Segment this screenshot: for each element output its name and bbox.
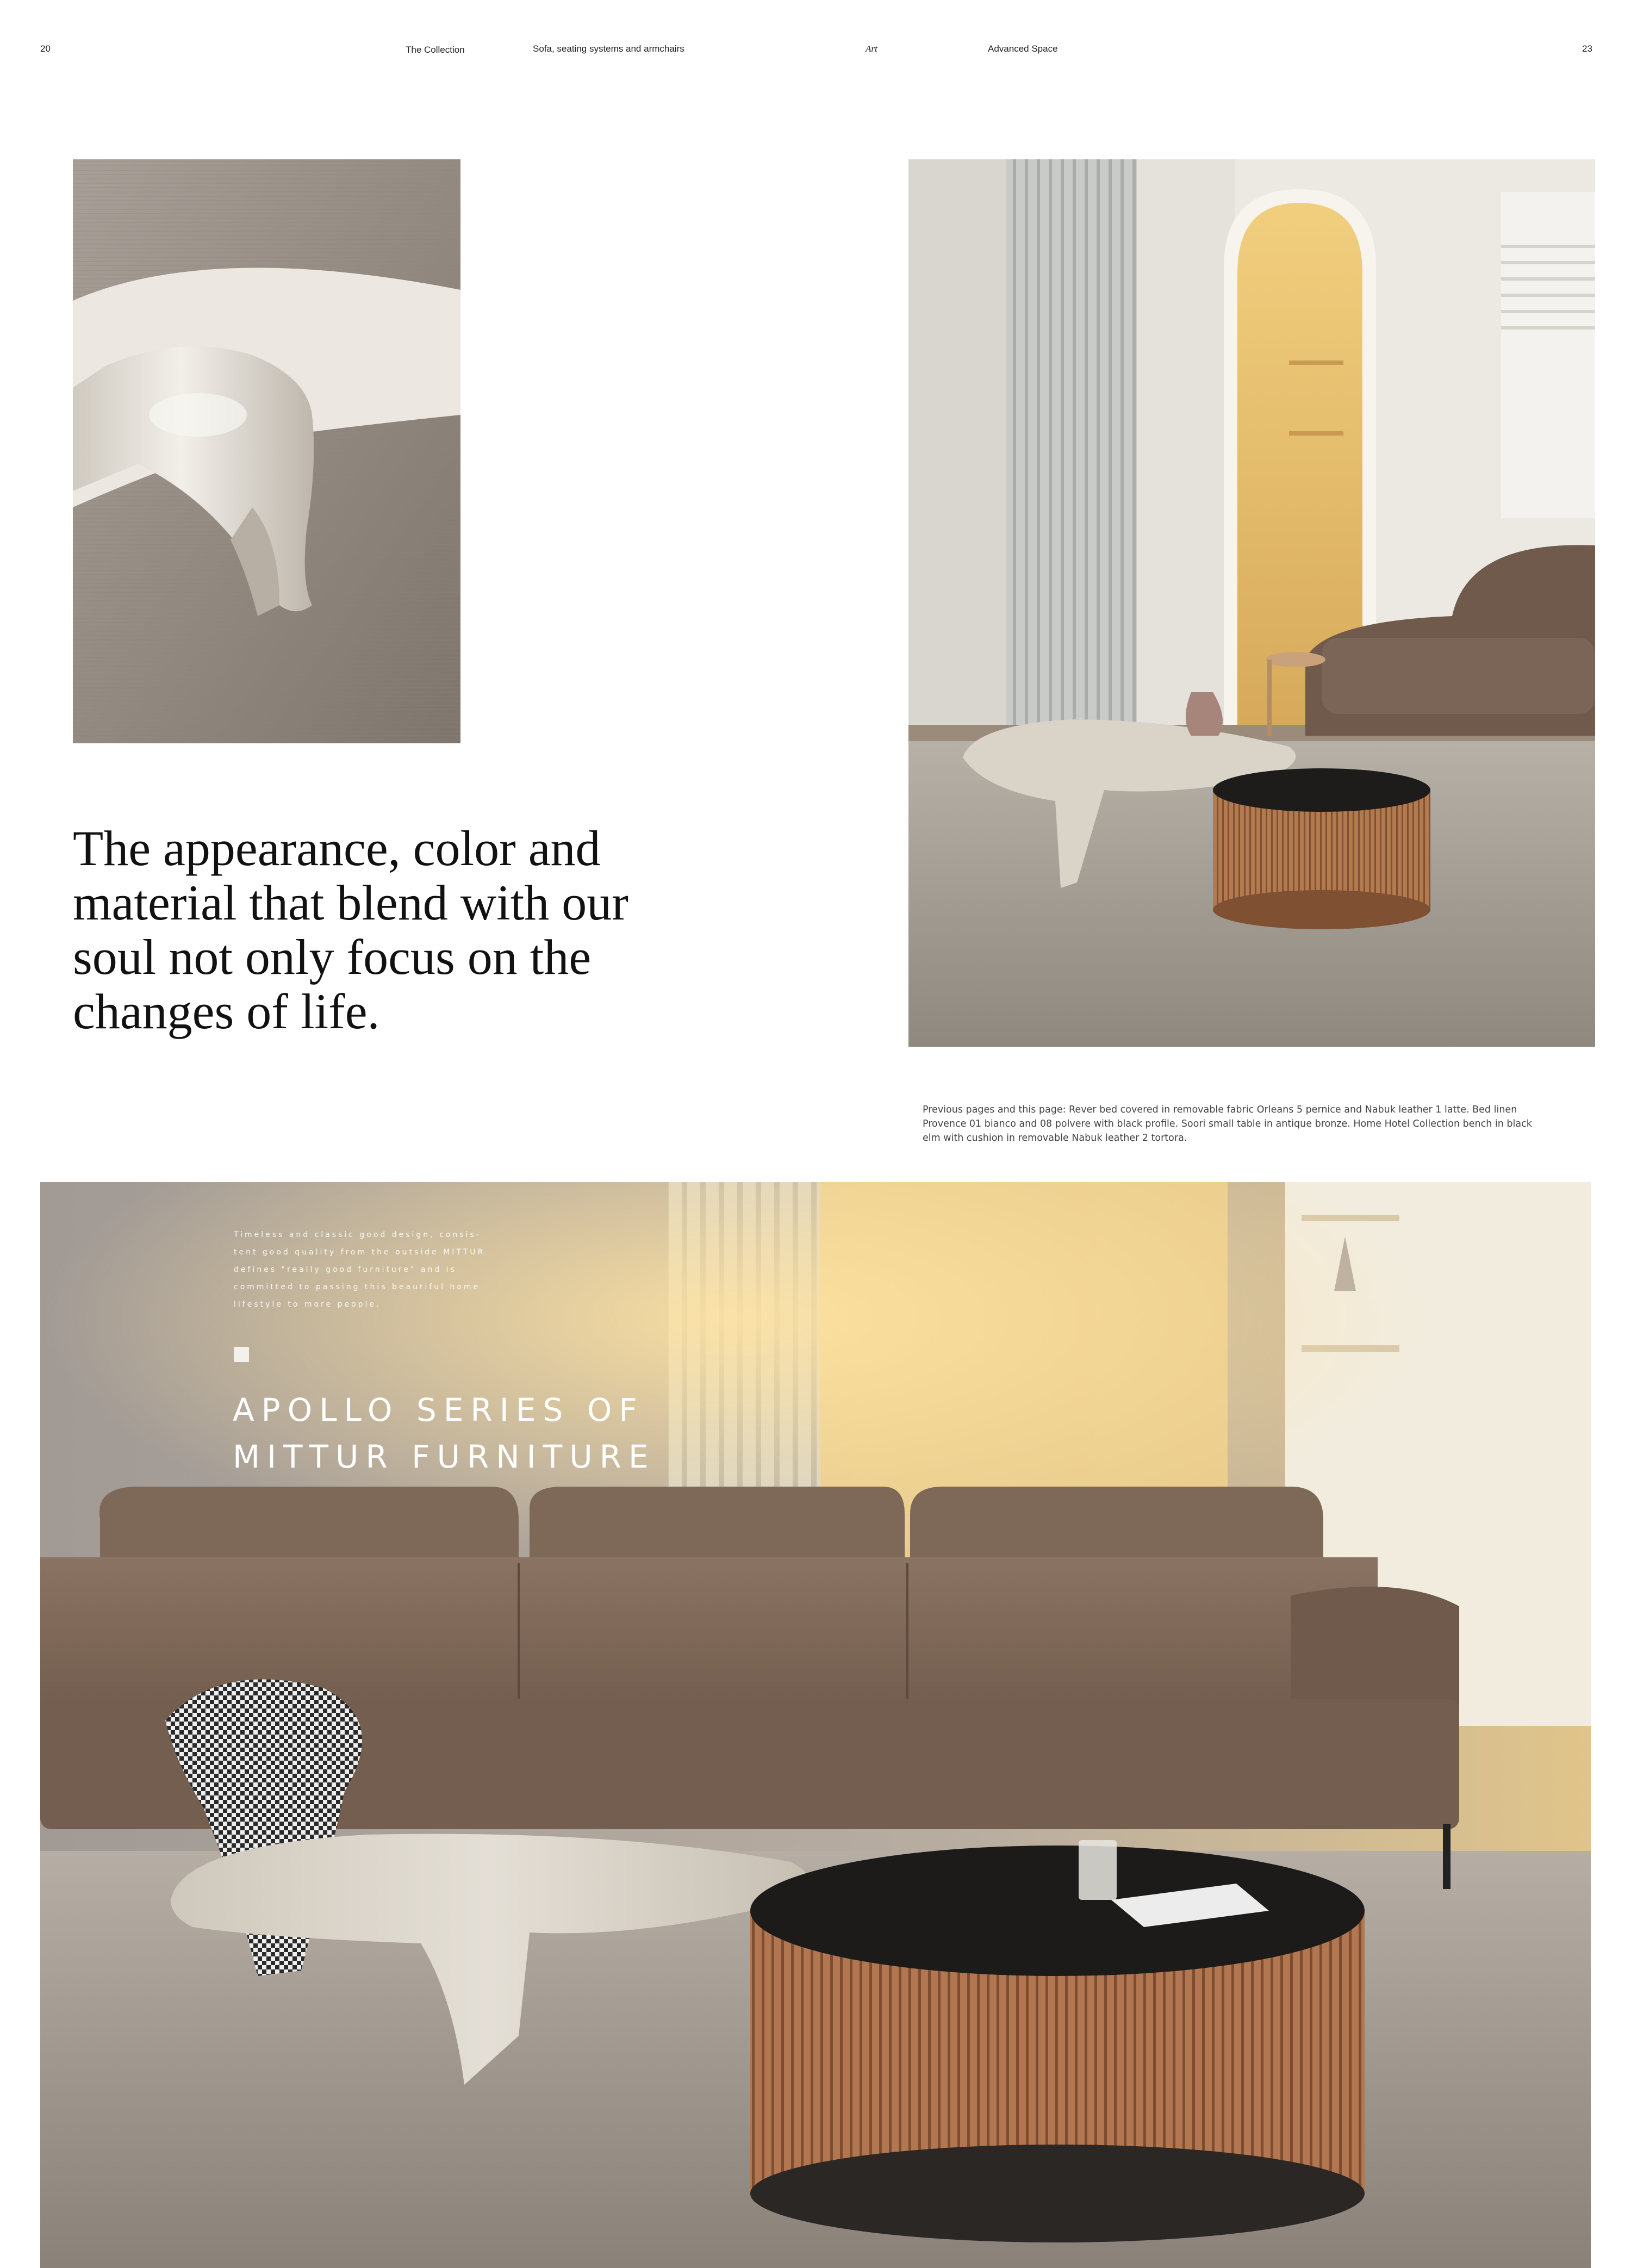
living-room-photo <box>908 159 1595 1047</box>
tagline-line: committed to passing this beautiful home <box>234 1283 481 1291</box>
series-title <box>233 1387 656 1480</box>
page-number-right: 23 <box>1582 44 1592 54</box>
decorative-square-icon <box>234 1347 249 1362</box>
series-title-line: MITTUR FURNITURE <box>233 1438 656 1475</box>
sofa-hero-photo <box>40 1182 1591 2268</box>
headline-quote: The appearance, color and material that blend with our soul not only focus on the changes of life. <box>73 821 628 1039</box>
photo-caption: Previous pages and this page: Rever bed covered in removable fabric Orleans 5 pernice and Nabuk leather 1 latte. Bed linen Provence 01 bianco and 08 polvere with black profile. Soori small table in antique bronze. Home Hotel Collection bench in black elm with cushion in removable Nabuk leather 2 tortora. <box>923 1104 1532 1144</box>
page-number-left: 20 <box>40 44 51 54</box>
header-section: Advanced Space <box>988 44 1058 54</box>
table-leg-closeup-photo <box>73 159 460 743</box>
brand-tagline <box>234 1226 516 1313</box>
tagline-line: tent good quality from the outside MITTUR <box>234 1248 485 1257</box>
header-category: Sofa, seating systems and armchairs <box>533 44 684 54</box>
header-art: Art <box>866 44 877 54</box>
header-collection: The Collection <box>406 45 465 55</box>
tagline-line: defines "really good furniture" and is <box>234 1265 457 1274</box>
tagline-line: lifestyle to more people. <box>234 1300 381 1309</box>
tagline-line: Timeless and classic good design, consis- <box>234 1231 481 1239</box>
series-title-line: APOLLO SERIES OF <box>233 1391 644 1428</box>
